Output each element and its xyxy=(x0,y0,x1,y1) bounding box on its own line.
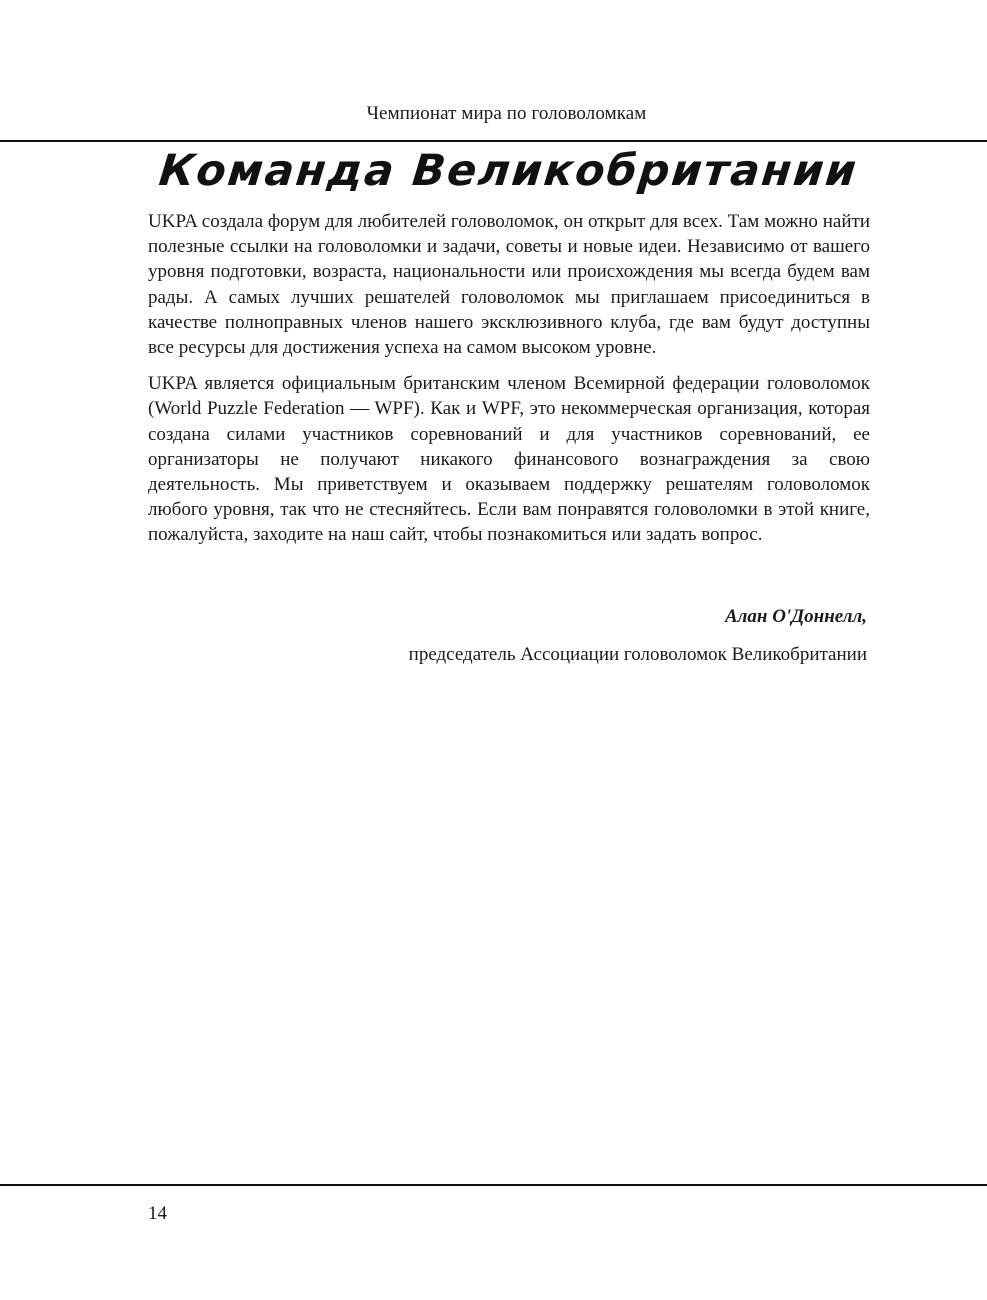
page-number: 14 xyxy=(148,1203,167,1224)
article-body xyxy=(148,209,870,559)
footer-rule xyxy=(0,1184,987,1186)
header-rule xyxy=(0,140,987,142)
author-signature: Алан О'Доннелл, xyxy=(724,606,867,627)
author-role: председатель Ассоциации головоломок Великобритании xyxy=(408,644,867,665)
running-head: Чемпионат мира по головоломкам xyxy=(366,103,647,124)
paragraph: UKPA является официальным британским членом Всемирной федерации головоломок (World Puzzle Federation — WPF). Как и WPF, это некоммерческая организация, которая создана силами участников соревнований и для участников соревнований, ее организаторы не получают никакого финансового вознаграждения за свою деятельность. Мы приветствуем и оказываем поддержку решателям головоломок любого уровня, так что не стесняйтесь. Если вам понравятся головоломки в этой книге, пожалуйста, заходите на наш сайт, чтобы познакомиться или задать вопрос. xyxy=(148,373,870,546)
paragraph: UKPA создала форум для любителей головоломок, он открыт для всех. Там можно найти полезные ссылки на головоломки и задачи, советы и новые идеи. Независимо от вашего уровня подготовки, возраста, национальности или происхождения мы всегда будем вам рады. А самых лучших решателей головоломок мы приглашаем присоединиться в качестве полноправных членов нашего эксклюзивного клуба, где вам будут доступны все ресурсы для достижения успеха на самом высоком уровне. xyxy=(148,211,870,359)
page-title: Команда Великобритании xyxy=(156,146,861,196)
